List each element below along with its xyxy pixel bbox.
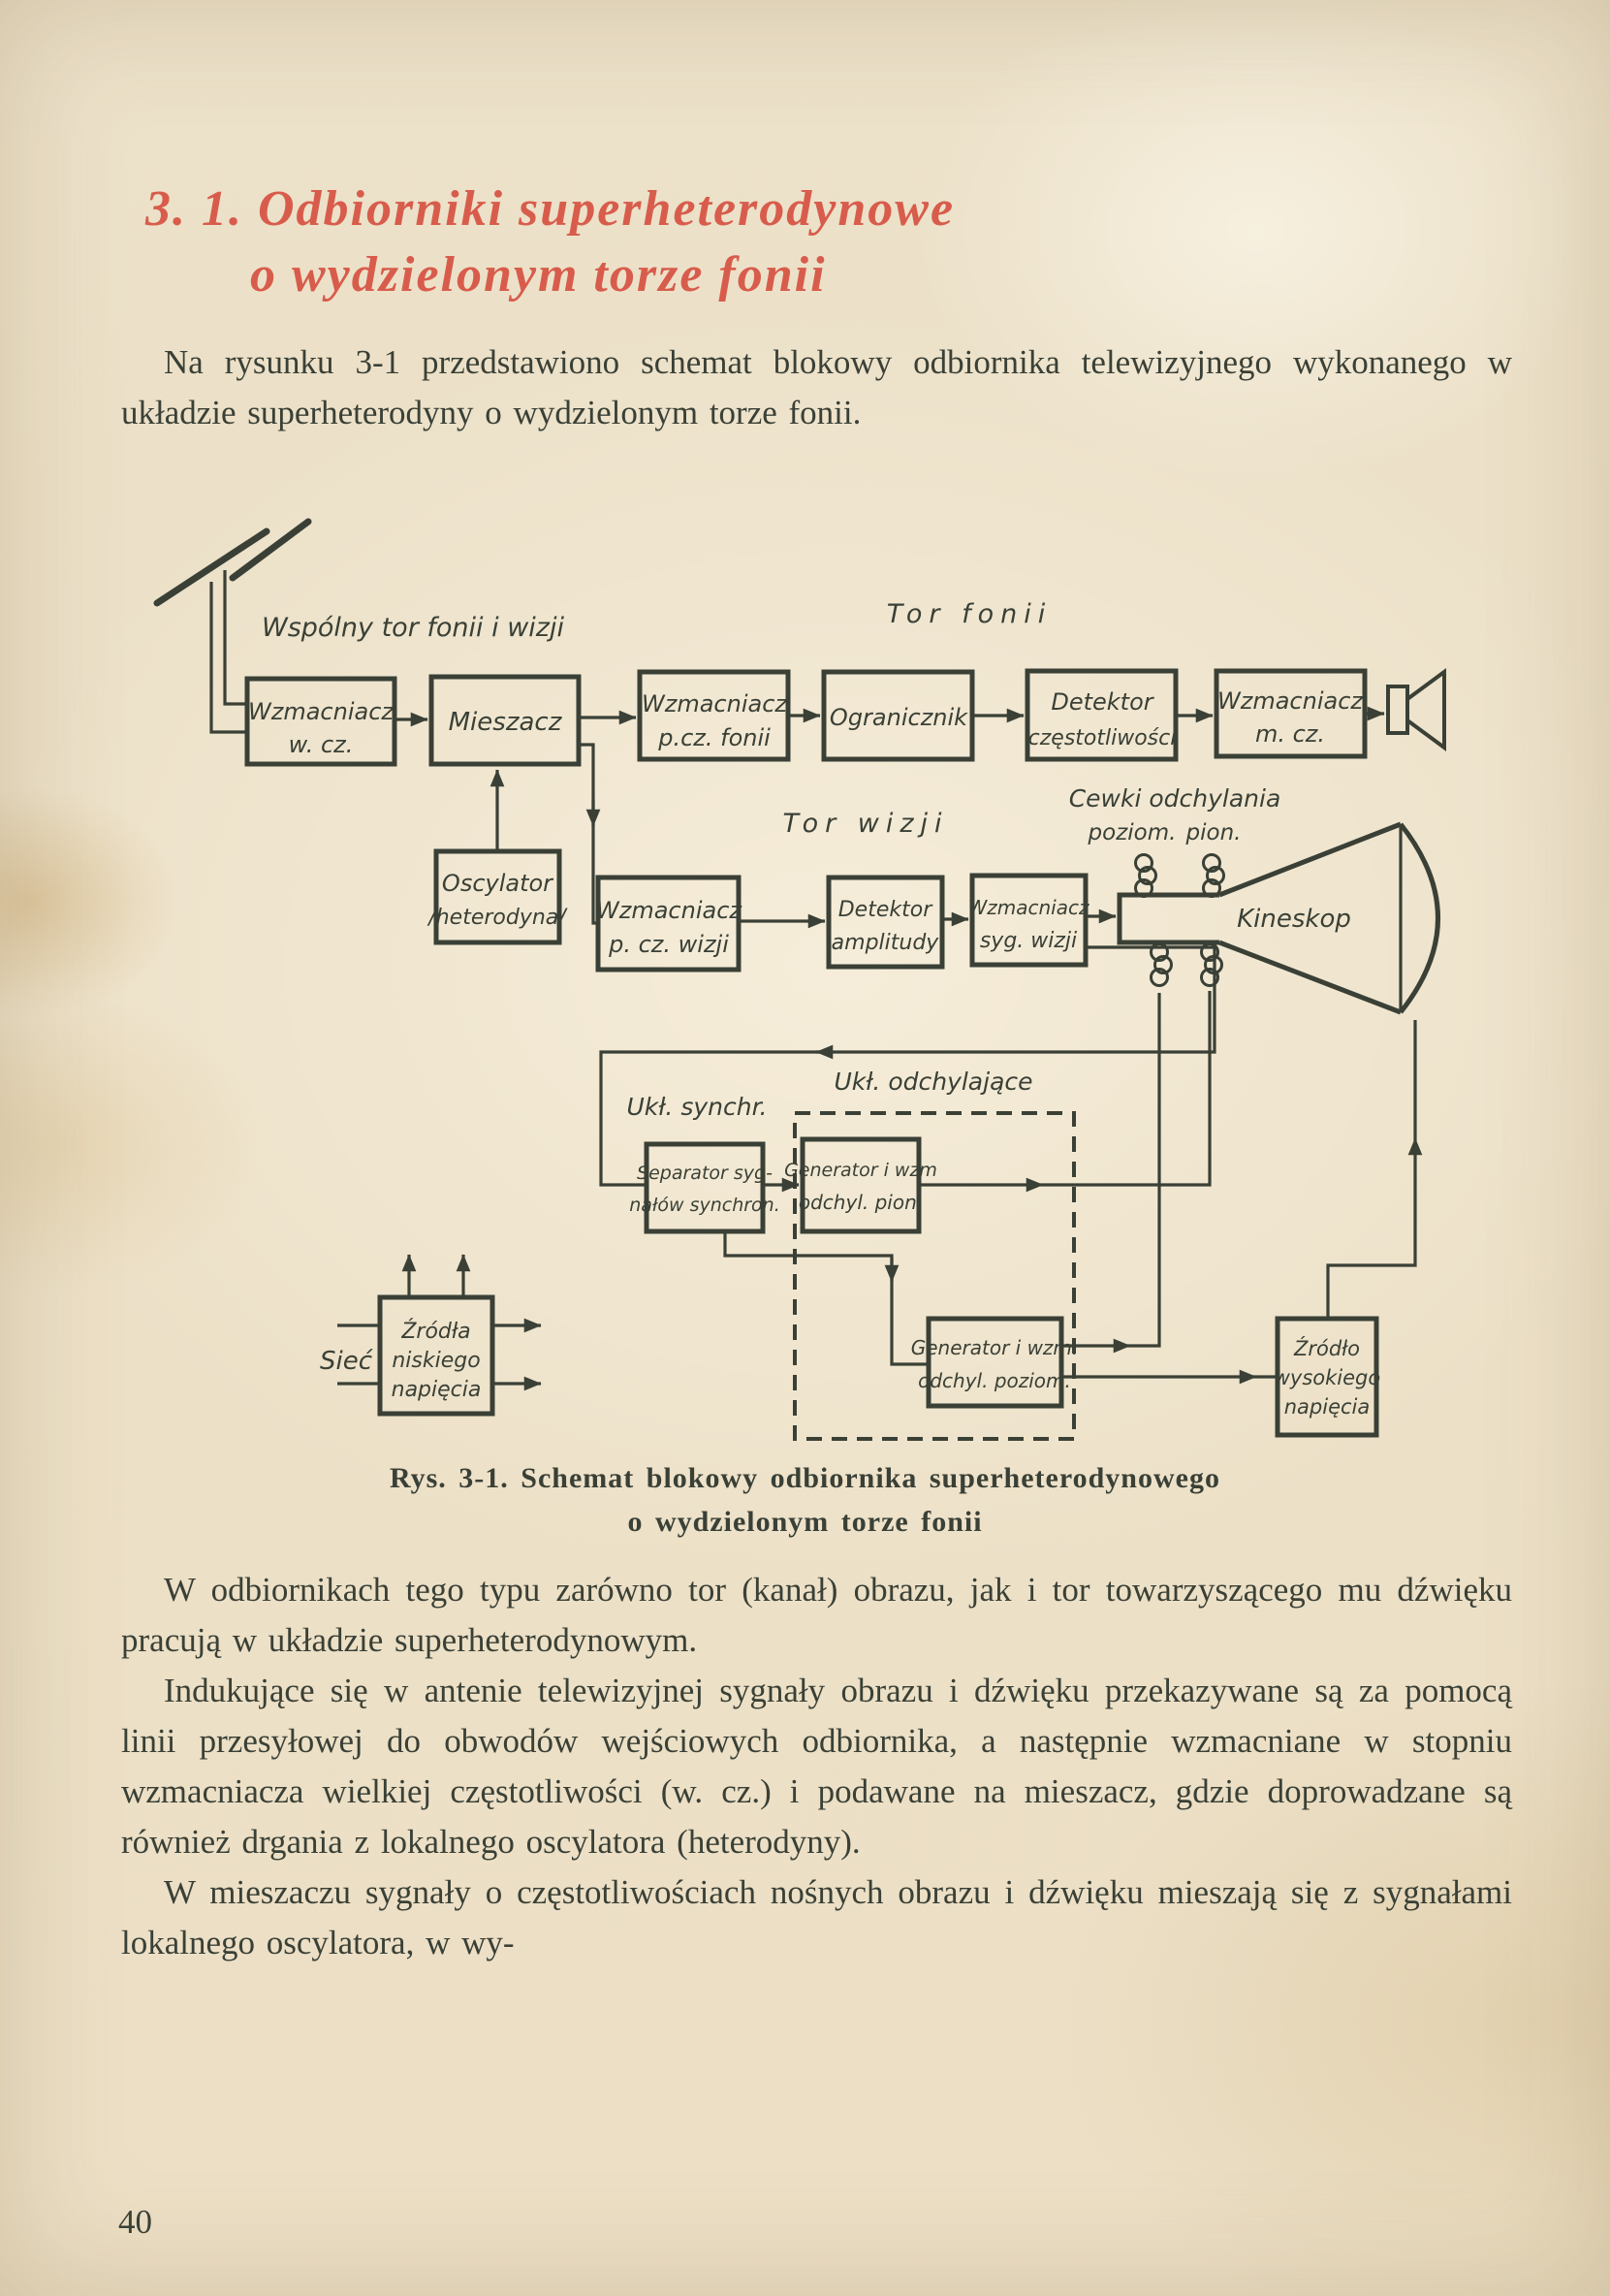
- section-heading-line1: 3. 1. Odbiorniki superheterodynowe: [145, 181, 956, 237]
- block-horizontal-generator-label2: odchyl. poziom.: [918, 1369, 1071, 1392]
- label-vertical-coil: pion.: [1185, 820, 1242, 845]
- block-oscillator-label1: Oscylator: [441, 870, 553, 897]
- block-sound-if-amp-label1: Wzmacniacz: [642, 690, 787, 718]
- block-limiter: [824, 672, 972, 759]
- paragraph-4: W mieszaczu sygnały o częstotliwościach nośnych obrazu i dźwięku mieszają się z sygnałami lokalnego oscylatora, w wy-: [121, 1873, 1512, 1961]
- paragraph-2: W odbiornikach tego typu zarówno tor (kanał) obrazu, jak i tor towarzyszącego mu dźwięku pracują w układzie superheterodynowym.: [121, 1571, 1512, 1659]
- block-amplitude-detector: [829, 877, 942, 967]
- block-limiter-label: Ogranicznik: [829, 704, 968, 731]
- block-hv-source-label3: napięcia: [1283, 1395, 1371, 1419]
- page-number: 40: [118, 2203, 152, 2241]
- block-audio-amp: [1216, 671, 1365, 756]
- wire-vertical-gen-to-coil: [1043, 991, 1210, 1185]
- body-text: [121, 1565, 1512, 1968]
- deflection-coil-bottom-left-icon: [1152, 944, 1172, 986]
- block-audio-amp-label2: m. cz.: [1254, 720, 1326, 748]
- block-sound-if-amp-label2: p.cz. fonii: [658, 724, 771, 751]
- wire-horizontal-gen-to-coil: [1130, 993, 1159, 1346]
- figure-caption: [0, 1456, 1610, 1544]
- block-audio-amp-label1: Wzmacniacz: [1217, 687, 1363, 715]
- paragraph-3: Indukujące się w antenie telewizyjnej sygnały obrazu i dźwięku przekazywane są za pomocą linii przesyłowej do obwodów wejściowych odbiornika, a następnie wzmacniane w stopniu wzmacniacza wielkiej częstotliwości (w. cz.) i podawane na mieszacz, gdzie doprowadzane są również drgania z lokalnego oscylatora (heterodyny).: [121, 1672, 1512, 1861]
- block-video-amp-label1: Wzmacniacz: [967, 896, 1089, 919]
- block-freq-detector-label1: Detektor: [1051, 688, 1153, 716]
- block-sync-separator: [629, 1144, 780, 1231]
- intro-paragraph: [121, 337, 1512, 438]
- block-amplitude-detector-label2: amplitudy: [831, 931, 939, 955]
- block-oscillator-label2: /heterodyna/: [428, 906, 566, 930]
- block-horizontal-generator-label1: Generator i wzm.: [910, 1336, 1079, 1359]
- label-vision-path: Tor wizji: [782, 809, 949, 839]
- block-vision-if-amp-label1: Wzmacniacz: [596, 897, 742, 924]
- wire-mixer-to-vision-if: [579, 745, 598, 923]
- wire-separator-to-horizontal-gen: [725, 1231, 927, 1364]
- label-mains: Sieć: [319, 1347, 373, 1376]
- block-sound-if-amp: [640, 672, 788, 759]
- section-heading: [145, 176, 955, 308]
- block-mixer-label: Mieszacz: [448, 708, 562, 737]
- label-sync-unit: Ukł. synchr.: [626, 1093, 768, 1121]
- block-mixer: [431, 677, 579, 764]
- block-vision-if-amp-label2: p. cz. wizji: [609, 931, 729, 958]
- block-rf-amp: [247, 679, 395, 764]
- block-amplitude-detector-label1: Detektor: [837, 898, 932, 922]
- block-diagram-rys-3-1: [0, 514, 1610, 1498]
- block-lv-source-label3: napięcia: [391, 1378, 482, 1402]
- speaker-icon: [1388, 672, 1444, 748]
- block-hv-source: [1274, 1319, 1381, 1435]
- label-common-path: Wspólny tor fonii i wizji: [262, 613, 564, 643]
- block-vertical-generator: [784, 1139, 937, 1231]
- block-sync-separator-label1: Separator syg-: [637, 1163, 773, 1184]
- block-rf-amp-label2: w. cz.: [288, 731, 354, 758]
- block-hv-source-label2: wysokiego: [1273, 1366, 1381, 1389]
- block-lv-source: [380, 1297, 492, 1414]
- figure-caption-line2: o wydzielonym torze fonii: [627, 1506, 983, 1538]
- kinescope: [1120, 824, 1438, 1012]
- label-horizontal-coil: poziom.: [1088, 820, 1177, 845]
- paragraph-1: Na rysunku 3-1 przedstawiono schemat blokowy odbiornika telewizyjnego wykonanego w układzie superheterodyny o wydzielonym torze fonii.: [121, 343, 1512, 431]
- block-hv-source-label1: Źródło: [1293, 1337, 1361, 1360]
- block-horizontal-generator: [911, 1319, 1079, 1406]
- figure-caption-line1: Rys. 3-1. Schemat blokowy odbiornika superheterodynowego: [390, 1462, 1220, 1494]
- deflection-coil-bottom-right-icon: [1202, 944, 1222, 986]
- kinescope-label: Kineskop: [1237, 905, 1351, 934]
- block-vision-if-amp: [596, 877, 742, 970]
- deflection-coil-top-left-icon: [1136, 855, 1156, 897]
- section-heading-line2: o wydzielonym torze fonii: [250, 247, 827, 303]
- wire-hv-to-kinescope-arrow: [1328, 1138, 1415, 1317]
- block-vertical-generator-label2: odchyl. pion.: [798, 1191, 924, 1214]
- block-oscillator: [426, 851, 568, 942]
- block-video-amp: [968, 876, 1089, 965]
- block-video-amp-label2: syg. wizji: [979, 929, 1078, 953]
- deflection-coil-top-right-icon: [1204, 855, 1224, 897]
- block-lv-source-label1: Źródła: [401, 1320, 471, 1344]
- block-sync-separator-label2: nałów synchron.: [629, 1195, 780, 1216]
- label-sound-path: Tor fonii: [886, 599, 1053, 629]
- label-deflection-unit: Ukł. odchylające: [834, 1068, 1033, 1096]
- block-lv-source-label2: niskiego: [392, 1349, 481, 1373]
- block-vertical-generator-label1: Generator i wzm: [784, 1160, 937, 1181]
- block-freq-detector-label2: częstotliwości: [1027, 726, 1177, 750]
- block-rf-amp-label1: Wzmacniacz: [248, 698, 394, 725]
- label-deflection-coils: Cewki odchylania: [1068, 784, 1281, 813]
- block-freq-detector: [1027, 671, 1176, 759]
